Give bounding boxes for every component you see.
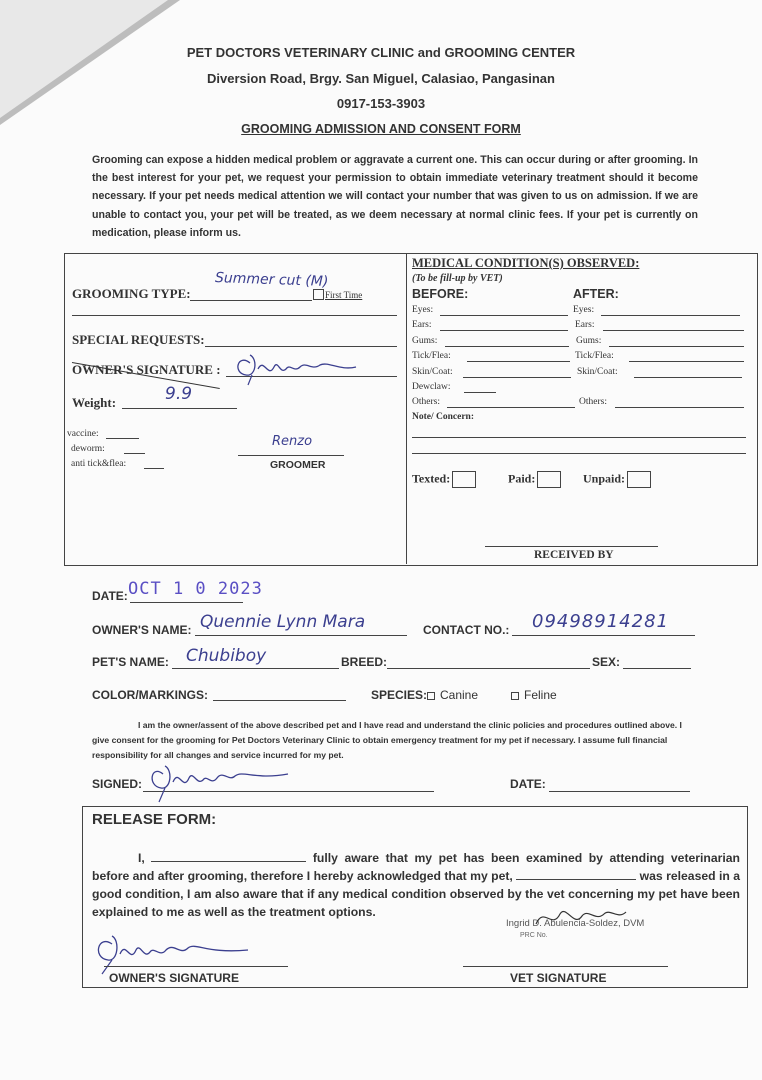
anti-tick-line[interactable] — [144, 468, 164, 469]
texted-label: Texted: — [412, 471, 451, 486]
contact-value: 09498914281 — [532, 611, 669, 632]
pet-name-line[interactable] — [172, 668, 339, 669]
vet-stamp-prc: PRC No. — [520, 932, 548, 939]
after-gums-label: Gums: — [576, 336, 602, 346]
unpaid-label: Unpaid: — [583, 471, 626, 486]
date2-line[interactable] — [549, 791, 690, 792]
release-paragraph — [92, 849, 740, 921]
date2-label: DATE: — [510, 777, 546, 791]
release-name-line[interactable] — [151, 849, 306, 862]
after-eyes-label: Eyes: — [573, 305, 595, 315]
breed-label: BREED: — [341, 655, 388, 669]
after-others-label: Others: — [579, 397, 607, 407]
box-divider — [406, 253, 407, 564]
before-ears-line[interactable] — [440, 330, 568, 331]
owner-name-label: OWNER'S NAME: — [92, 623, 192, 637]
anti-tick-label: anti tick&flea: — [71, 459, 127, 469]
before-label: BEFORE: — [412, 287, 469, 301]
owner-name-line[interactable] — [195, 635, 407, 636]
pet-name-value: Chubiboy — [186, 646, 267, 666]
species-label: SPECIES: — [371, 688, 428, 702]
unpaid-checkbox[interactable] — [627, 471, 651, 488]
date-line[interactable] — [130, 602, 243, 603]
owner-name-value: Quennie Lynn Mara — [200, 612, 366, 632]
after-gums-line[interactable] — [609, 346, 744, 347]
vet-stamp-name: Ingrid D. Abulencia-Soldez, DVM — [506, 918, 645, 929]
before-others-label: Others: — [412, 397, 440, 407]
texted-row — [412, 471, 476, 488]
feline-checkbox[interactable] — [511, 692, 519, 700]
canine-label: Canine — [440, 688, 479, 702]
before-others-line[interactable] — [447, 407, 575, 408]
groomer-line[interactable] — [238, 455, 344, 456]
before-tick-label: Tick/Flea: — [412, 351, 451, 361]
received-by-label: RECEIVED BY — [534, 549, 614, 561]
clinic-address: Diversion Road, Brgy. San Miguel, Calasiao, Pangasinan — [207, 71, 555, 86]
paid-label: Paid: — [508, 471, 536, 486]
color-markings-line[interactable] — [213, 700, 346, 701]
owner-signature-mark — [228, 345, 368, 387]
pet-name-label: PET'S NAME: — [92, 655, 169, 669]
after-ears-line[interactable] — [603, 330, 744, 331]
vet-signature-label: VET SIGNATURE — [510, 971, 607, 985]
before-gums-line[interactable] — [445, 346, 569, 347]
after-eyes-line[interactable] — [601, 315, 740, 316]
release-pet-line[interactable] — [516, 867, 636, 880]
before-skin-label: Skin/Coat: — [412, 367, 453, 377]
feline-label: Feline — [524, 688, 557, 702]
vaccine-line[interactable] — [106, 438, 139, 439]
after-ears-label: Ears: — [575, 320, 595, 330]
before-dewclaw-label: Dewclaw: — [412, 382, 451, 392]
medical-condition-title: MEDICAL CONDITION(S) OBSERVED: — [412, 256, 640, 270]
after-skin-line[interactable] — [634, 377, 742, 378]
groomer-label: GROOMER — [270, 459, 326, 471]
weight-line[interactable] — [122, 408, 237, 409]
note-line-2[interactable] — [412, 453, 746, 454]
special-requests-label: SPECIAL REQUESTS: — [72, 332, 205, 347]
date-stamp: OCT 1 0 2023 — [128, 579, 263, 599]
weight-value: 9.9 — [165, 384, 193, 404]
release-text-3: was released in a good condition, I am also aware that if any medical condition observed by the vet concerning my pet have been explained to me as well as the treatment options. — [92, 869, 741, 919]
color-markings-label: COLOR/MARKINGS: — [92, 688, 208, 702]
deworm-line[interactable] — [124, 453, 145, 454]
consent-paragraph: I am the owner/assent of the above described pet and I have read and understand the clinic policies and procedures outlined above. I give consent for the grooming for Pet Doctors Veterinary Clinic to obtain emergency treatment for my pet if necessary. I assume full financial responsibility for all changes and service incurred for my pet. — [92, 720, 682, 760]
vet-signature-line[interactable] — [463, 966, 668, 967]
after-tick-line[interactable] — [629, 361, 744, 362]
contact-line[interactable] — [512, 635, 695, 636]
before-gums-label: Gums: — [412, 336, 438, 346]
received-by-line[interactable] — [485, 546, 658, 547]
release-text-1: I, — [138, 851, 145, 865]
clinic-phone: 0917-153-3903 — [336, 96, 426, 111]
form-title: GROOMING ADMISSION AND CONSENT FORM — [241, 122, 521, 136]
before-skin-line[interactable] — [463, 377, 571, 378]
note-concern-label: Note/ Concern: — [412, 412, 474, 422]
first-time-label: First Time — [325, 290, 363, 300]
after-label: AFTER: — [573, 287, 619, 301]
before-eyes-line[interactable] — [440, 315, 568, 316]
after-others-line[interactable] — [615, 407, 744, 408]
grooming-type-line-2 — [72, 315, 397, 316]
after-skin-label: Skin/Coat: — [577, 367, 618, 377]
grooming-type-value: Summer cut (M) — [214, 270, 329, 290]
deworm-label: deworm: — [71, 444, 105, 454]
owner-release-signature-line[interactable] — [104, 966, 288, 967]
first-time-checkbox[interactable] — [313, 289, 324, 300]
weight-label: Weight: — [72, 395, 117, 410]
signed-signature-mark — [143, 756, 293, 806]
before-eyes-label: Eyes: — [412, 305, 434, 315]
canine-checkbox[interactable] — [427, 692, 435, 700]
paid-row — [508, 471, 561, 488]
owner-release-signature-label: OWNER'S SIGNATURE — [109, 971, 239, 985]
vaccine-label: vaccine: — [67, 429, 99, 439]
breed-line[interactable] — [387, 668, 590, 669]
sex-line[interactable] — [623, 668, 691, 669]
owner-signature-label: OWNER'S SIGNATURE : — [72, 362, 221, 377]
intro-paragraph: Grooming can expose a hidden medical problem or aggravate a current one. This can occur during or after grooming. In the best interest for your pet, we request your permission to obtain immediate veterinary treatment should it become necessary. If your pet needs medical attention we will contact your number that was given to us on admission. If we are unable to contact you, your pet will be treated, as we deem necessary at normal clinic fees. If your pet is currently on medication, please inform us. — [92, 154, 698, 239]
paid-checkbox[interactable] — [537, 471, 561, 488]
before-ears-label: Ears: — [412, 320, 432, 330]
after-tick-label: Tick/Flea: — [575, 351, 614, 361]
signed-label: SIGNED: — [92, 777, 143, 791]
sex-label: SEX: — [592, 655, 621, 669]
texted-checkbox[interactable] — [452, 471, 476, 488]
contact-label: CONTACT NO.: — [423, 623, 510, 637]
before-dewclaw-line[interactable] — [464, 392, 496, 393]
date-label: DATE: — [92, 589, 128, 603]
clinic-name: PET DOCTORS VETERINARY CLINIC and GROOMING CENTER — [186, 45, 576, 60]
groomer-name: Renzo — [272, 434, 313, 449]
release-form-title: RELEASE FORM: — [92, 811, 217, 828]
note-line-1[interactable] — [412, 437, 746, 438]
owner-release-signature-mark — [88, 928, 258, 976]
unpaid-row — [583, 471, 651, 488]
grooming-type-label: GROOMING TYPE: — [72, 286, 191, 301]
vet-signature-mark — [530, 900, 630, 940]
before-tick-line[interactable] — [467, 361, 570, 362]
grooming-type-line[interactable] — [190, 300, 312, 301]
vet-fill-note: (To be fill-up by VET) — [412, 273, 503, 284]
release-text-2: fully aware that my pet has been examined by attending veterinarian before and after grooming, therefore I hereby acknowledged that my pet, — [92, 851, 740, 883]
